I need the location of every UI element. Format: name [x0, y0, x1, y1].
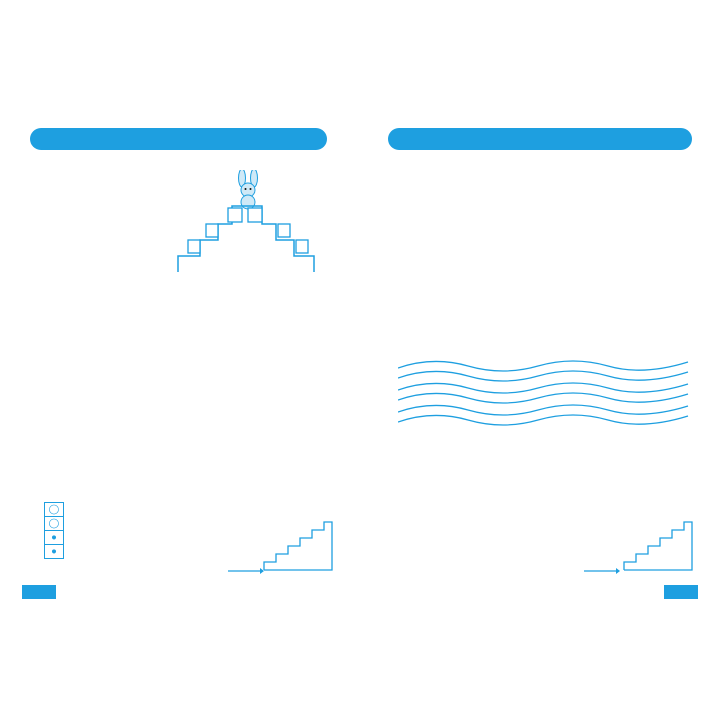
right-page-number — [664, 585, 698, 599]
right-page-title — [388, 128, 692, 150]
apple-leaf-icon: ◯ — [45, 517, 64, 531]
fill-table — [44, 502, 64, 559]
assessment-stairs-left — [262, 520, 334, 572]
left-page-number — [22, 585, 56, 599]
pears-icon: ● — [45, 545, 64, 559]
assess-arrow-right — [584, 566, 620, 576]
apples-icon: ● — [45, 531, 64, 545]
staircase-diagram — [170, 200, 320, 280]
left-page-title — [30, 128, 327, 150]
stars-column — [38, 170, 134, 282]
assess-arrow-left — [228, 566, 264, 576]
wavy-paths — [398, 356, 693, 426]
assessment-stairs-right — [622, 520, 694, 572]
apple-icon: ◯ — [45, 503, 64, 517]
